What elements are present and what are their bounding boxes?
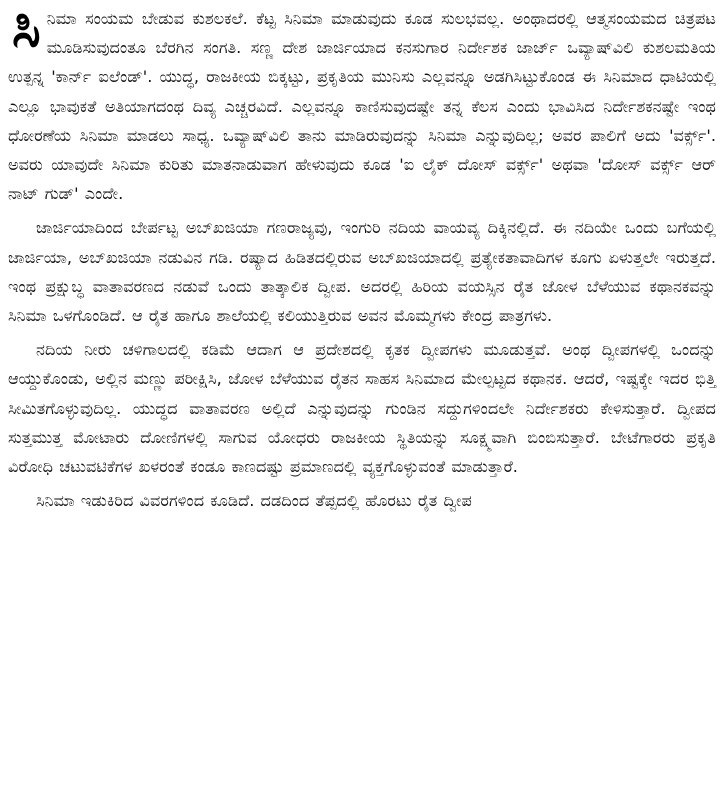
paragraph-1-text: ನಿಮಾ ಸಂಯಮ ಬೇಡುವ ಕುಶಲಕಲೆ. ಕೆಟ್ಟ ಸಿನಿಮಾ ಮಾಡುವುದು ಕೂಡ ಸುಲಭವಲ್ಲ. ಅಂಥಾದರಲ್ಲಿ ಆತ್ಮಸಂಯಮದ ಚಿತ್ರಪಟ ಮೂಡಿಸುವುದಂತೂ ಬೆರಗಿನ ಸಂಗತಿ. ಸಣ್ಣ ದೇಶ ಜಾರ್ಜಿಯಾದ ಕನಸುಗಾರ ನಿರ್ದೇಶಕ ಜಾರ್ಜ್ ಒವ್ಯಾಷ್‌ವಿಲಿ ಕುಶಲಮತಿಯ ಉತ್ಪನ್ನ 'ಕಾರ್ನ್ ಐಲೆಂಡ್'. ಯುದ್ಧ, ರಾಜಕೀಯ ಬಿಕ್ಕಟ್ಟು, ಪ್ರಕೃತಿಯ ಮುನಿಸು ಎಲ್ಲವನ್ನೂ ಅಡಗಿಸಿಟ್ಟುಕೊಂಡ ಈ ಸಿನಿಮಾದ ಧಾಟಿಯಲ್ಲಿ ಎಲ್ಲೂ ಭಾವುಕತೆ ಅತಿಯಾಗದಂಥ ದಿವ್ಯ ಎಚ್ಚರವಿದೆ. ಎಲ್ಲವನ್ನೂ ಕಾಣಿಸುವುದಷ್ಟೇ ತನ್ನ ಕೆಲಸ ಎಂದು ಭಾವಿಸಿದ ನಿರ್ದೇಶಕನಷ್ಟೇ ಇಂಥ ಧೋರಣೆಯ ಸಿನಿಮಾ ಮಾಡಲು ಸಾಧ್ಯ. ಒವ್ಯಾಷ್‌ವಿಲಿ ತಾನು ಮಾಡಿರುವುದನ್ನು ಸಿನಿಮಾ ಎನ್ನುವುದಿಲ್ಲ; ಅವರ ಪಾಲಿಗೆ ಅದು 'ವರ್ಕ್ಸ್'. ಅವರು ಯಾವುದೇ ಸಿನಿಮಾ ಕುರಿತು ಮಾತನಾಡುವಾಗ ಹೇಳುವುದು ಕೂಡ 'ಐ ಲೈಕ್ ದೋಸ್ ವರ್ಕ್ಸ್' ಅಥವಾ 'ದೋಸ್ ವರ್ಕ್ಸ್ ಆರ್ ನಾಟ್ ಗುಡ್' ಎಂದೇ.: [8, 9, 716, 204]
paragraph-4: ಸಿನಿಮಾ ಇಡುಕಿರಿದ ವಿವರಗಳಿಂದ ಕೂಡಿದೆ. ದಡದಿಂದ ತೆಪ್ಪದಲ್ಲಿ ಹೊರಟು ರೈತ ದ್ವೀಪ: [36, 491, 472, 511]
paragraph-1: [8, 0, 716, 208]
paragraph-3: ನದಿಯ ನೀರು ಚಳಿಗಾಲದಲ್ಲಿ ಕಡಿಮೆ ಆದಾಗ ಆ ಪ್ರದೇಶದಲ್ಲಿ ಕೃತಕ ದ್ವೀಪಗಳು ಮೂಡುತ್ತವೆ. ಅಂಥ ದ್ವೀಪಗಳಲ್ಲಿ ಒಂದನ್ನು ಆಯ್ದುಕೊಂಡು, ಅಲ್ಲಿನ ಮಣ್ಣು ಪರೀಕ್ಷಿಸಿ, ಜೋಳ ಬೆಳೆಯುವ ರೈತನ ಸಾಹಸ ಸಿನಿಮಾದ ಮೇಲ್ಪಟ್ಟದ ಕಥಾನಕ. ಆದರೆ, ಇಷ್ಟಕ್ಕೇ ಇದರ ಭಿತ್ತಿ ಸೀಮಿತಗೊಳ್ಳುವುದಿಲ್ಲ. ಯುದ್ಧದ ವಾತಾವರಣ ಅಲ್ಲಿದೆ ಎನ್ನುವುದನ್ನು ಗುಂಡಿನ ಸದ್ದುಗಳಿಂದಲೇ ನಿರ್ದೇಶಕರು ಕೇಳಿಸುತ್ತಾರೆ. ದ್ವೀಪದ ಸುತ್ತಮುತ್ತ ಮೋಟಾರು ದೋಣಿಗಳಲ್ಲಿ ಸಾಗುವ ಯೋಧರು ರಾಜಕೀಯ ಸ್ಥಿತಿಯನ್ನು ಸೂಕ್ಷ್ಮವಾಗಿ ಬಿಂಬಿಸುತ್ತಾರೆ. ಬೇಟೆಗಾರರು ಪ್ರಕೃತಿ ವಿರೋಧಿ ಚಟುವಟಿಕೆಗಳ ಖಳರಂತೆ ಕಂಡೂ ಕಾಣದಷ್ಟು ಪ್ರಮಾಣದಲ್ಲಿ ವ್ಯಕ್ತಗೊಳ್ಳುವಂತೆ ಮಾಡುತ್ತಾರೆ.: [8, 340, 716, 477]
drop-cap: ಸಿ: [12, 0, 41, 59]
paragraph-2: ಜಾರ್ಜಿಯಾದಿಂದ ಬೇರ್ಪಟ್ಟ ಅಬ್‌ಖಜಿಯಾ ಗಣರಾಜ್ಯವು, ಇಂಗುರಿ ನದಿಯ ವಾಯವ್ಯ ದಿಕ್ಕಿನಲ್ಲಿದೆ. ಈ ನದಿಯೇ ಒಂದು ಬಗೆಯಲ್ಲಿ ಜಾರ್ಜಿಯಾ, ಅಬ್‌ಖಜಿಯಾ ನಡುವಿನ ಗಡಿ. ರಷ್ಯಾದ ಹಿಡಿತದಲ್ಲಿರುವ ಅಬ್‌ಖಜಿಯಾದಲ್ಲಿ ಪ್ರತ್ಯೇಕತಾವಾದಿಗಳ ಕೂಗು ಏಳುತ್ತಲೇ ಇರುತ್ತದೆ. ಇಂಥ ಪ್ರಕ್ಷುಬ್ಧ ವಾತಾವರಣದ ನಡುವೆ ಒಂದು ತಾತ್ಕಾಲಿಕ ದ್ವೀಪ. ಅದರಲ್ಲಿ ಹಿರಿಯ ವಯಸ್ಸಿನ ರೈತ ಜೋಳ ಬೆಳೆಯುವ ಕಥಾನಕವನ್ನು ಸಿನಿಮಾ ಒಳಗೊಂಡಿದೆ. ಆ ರೈತ ಹಾಗೂ ಶಾಲೆಯಲ್ಲಿ ಕಲಿಯುತ್ತಿರುವ ಅವನ ಮೊಮ್ಮಗಳು ಕೇಂದ್ರ ಪಾತ್ರಗಳು.: [8, 218, 716, 326]
